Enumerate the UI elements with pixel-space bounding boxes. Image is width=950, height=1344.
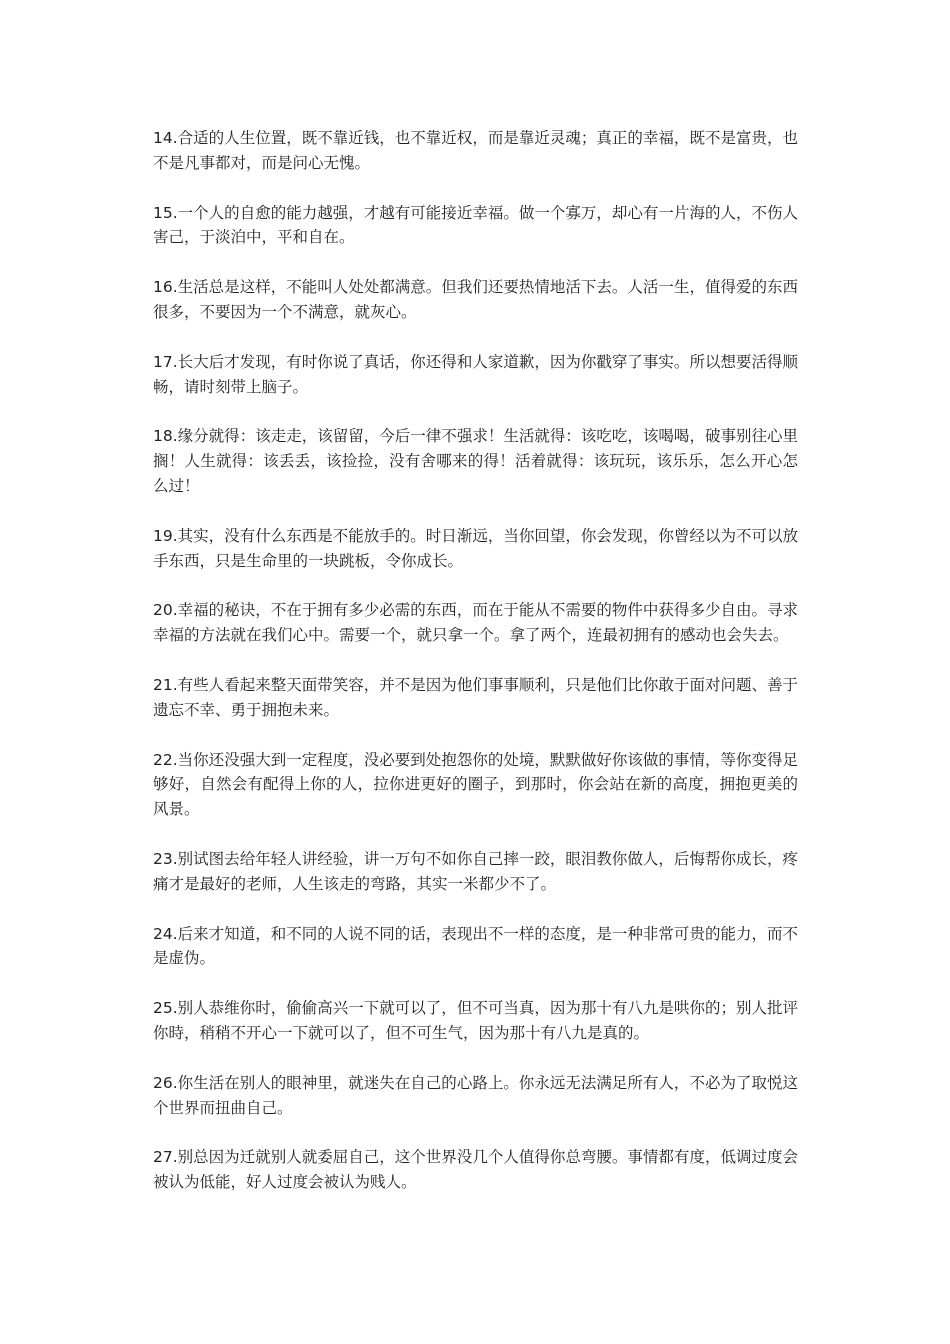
paragraph-25: 25.别人恭维你时，偷偷高兴一下就可以了，但不可当真，因为那十有八九是哄你的；别人批评你時，稍稍不开心一下就可以了，但不可生气，因为那十有八九是真的。	[153, 999, 798, 1042]
paragraph-17: 17.长大后才发现，有时你说了真话，你还得和人家道歉，因为你戳穿了事实。所以想要活得顺畅，请时刻带上脑子。	[153, 352, 798, 396]
paragraph-19: 19.其实，没有什么东西是不能放手的。时日渐远，当你回望，你会发现，你曾经以为不可以放手东西，只是生命里的一块跳板，令你成长。	[153, 526, 798, 570]
paragraph-26: 26.你生活在别人的眼神里，就迷失在自己的心路上。你永远无法满足所有人，不必为了取悦这个世界而扭曲自己。	[153, 1073, 798, 1117]
paragraph-22: 22.当你还没强大到一定程度，没必要到处抱怨你的处境，默默做好你该做的事情，等你变得足够好，自然会有配得上你的人，拉你进更好的圈子，到那时，你会站在新的高度，拥抱更美的风景。	[153, 750, 798, 819]
paragraph-21: 21.有些人看起来整天面带笑容，并不是因为他们事事顺利，只是他们比你敢于面对问题、善于遗忘不幸、勇于拥抱未来。	[153, 675, 798, 719]
paragraph-23: 23.别试图去给年轻人讲经验，讲一万句不如你自己摔一跤，眼泪教你做人，后悔帮你成长，疼痛才是最好的老师，人生该走的弯路，其实一米都少不了。	[153, 849, 798, 893]
paragraph-18: 18.缘分就得：该走走，该留留，今后一律不强求！生活就得：该吃吃，该喝喝，破事别往心里搁！人生就得：该丢丢，该捡捡，没有舍哪来的得！活着就得：该玩玩，该乐乐，怎么开心怎么过！	[153, 427, 798, 495]
paragraph-16: 16.生活总是这样，不能叫人处处都满意。但我们还要热情地活下去。人活一生，值得爱的东西很多，不要因为一个不满意，就灰心。	[153, 278, 798, 321]
paragraph-27: 27.别总因为迁就别人就委屈自己，这个世界没几个人值得你总弯腰。事情都有度，低调过度会被认为低能，好人过度会被认为贱人。	[153, 1148, 798, 1192]
paragraph-15: 15.一个人的自愈的能力越强，才越有可能接近幸福。做一个寡万，却心有一片海的人，不伤人害己，于淡泊中，平和自在。	[153, 203, 798, 247]
document-body	[153, 126, 798, 1220]
paragraph-24: 24.后来才知道，和不同的人说不同的话，表现出不一样的态度，是一种非常可贵的能力，而不是虚伪。	[153, 924, 798, 968]
paragraph-20: 20.幸福的秘诀，不在于拥有多少必需的东西，而在于能从不需要的物件中获得多少自由。寻求幸福的方法就在我们心中。需要一个，就只拿一个。拿了两个，连最初拥有的感动也会失去。	[153, 601, 798, 645]
paragraph-14: 14.合适的人生位置，既不靠近钱，也不靠近权，而是靠近灵魂；真正的幸福，既不是富贵，也不是凡事都对，而是问心无愧。	[153, 129, 798, 172]
